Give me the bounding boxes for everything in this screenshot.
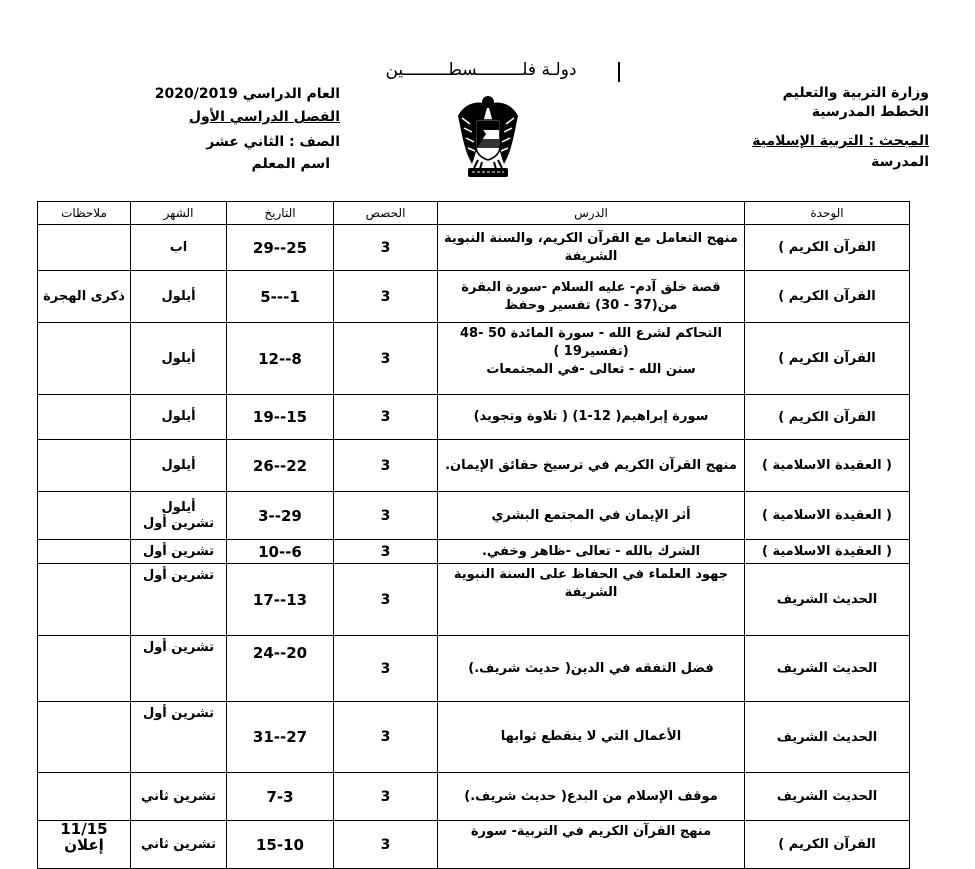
periods-cell: 3: [334, 271, 438, 323]
lesson-cell: أثر الإيمان في المجتمع البشري: [438, 492, 745, 540]
notes-cell: ذكرى الهجرة: [38, 271, 131, 323]
unit-cell: القرآن الكريم ): [745, 821, 910, 869]
lesson-cell: منهج القرآن الكريم في ترسيخ حقائق الإيمان.: [438, 440, 745, 492]
unit-cell: ( العقيدة الاسلامية ): [745, 492, 910, 540]
unit-cell: القرآن الكريم ): [745, 323, 910, 395]
periods-cell: 3: [334, 564, 438, 636]
periods-cell: 3: [334, 225, 438, 271]
date-cell: 31--27: [227, 702, 334, 773]
lesson-cell: سورة إبراهيم( 12-1) ( تلاوة وتجويد): [438, 395, 745, 440]
country-text: دولـة فلـــــــــسطـــــــــين: [385, 60, 577, 80]
table-row: [38, 702, 910, 773]
month-cell: اب: [131, 225, 227, 271]
notes-cell: [38, 773, 131, 821]
table-row: [38, 540, 910, 564]
notes-cell: [38, 492, 131, 540]
notes-cell: [38, 821, 131, 869]
table-row: [38, 564, 910, 636]
date-cell: 5---1: [227, 271, 334, 323]
unit-cell: الحديث الشريف: [745, 636, 910, 702]
month-cell: أيلول: [131, 440, 227, 492]
subject-label: المبحث : التربية الإسلامية: [752, 133, 929, 149]
date-cell: 26--22: [227, 440, 334, 492]
header-notes: ملاحظات: [38, 202, 131, 225]
notes-cell: [38, 636, 131, 702]
header-periods: الحصص: [334, 202, 438, 225]
title-bar-mark: [618, 62, 620, 82]
lesson-line: (تفسير19 ): [553, 344, 629, 359]
table-row: [38, 395, 910, 440]
notes-line: إعلان: [64, 836, 104, 854]
periods-cell: 3: [334, 492, 438, 540]
header-lesson: الدرس: [438, 202, 745, 225]
table-row: [38, 773, 910, 821]
month-cell: [131, 492, 227, 540]
date-cell: 10--6: [227, 540, 334, 564]
unit-cell: القرآن الكريم ): [745, 395, 910, 440]
header-date: التاريخ: [227, 202, 334, 225]
header-unit: الوحدة: [745, 202, 910, 225]
month-cell: تشرين ثاني: [131, 821, 227, 869]
unit-cell: القرآن الكريم ): [745, 271, 910, 323]
periods-cell: 3: [334, 702, 438, 773]
year-label: العام الدراسي 2020/2019: [154, 86, 340, 102]
unit-cell: الحديث الشريف: [745, 702, 910, 773]
notes-cell: [38, 702, 131, 773]
month-cell: تشرين ثاني: [131, 773, 227, 821]
notes-cell: [38, 225, 131, 271]
month-line: أيلول: [161, 499, 196, 515]
periods-cell: 3: [334, 440, 438, 492]
periods-cell: 3: [334, 323, 438, 395]
lesson-cell: فضل التفقه في الدين( حديث شريف.): [438, 636, 745, 702]
notes-cell: [38, 440, 131, 492]
periods-cell: 3: [334, 395, 438, 440]
lesson-line: التحاكم لشرع الله - سورة المائدة 50 -48: [459, 326, 722, 341]
table-row: [38, 225, 910, 271]
lesson-cell: الشرك بالله - تعالى -ظاهر وخفي.: [438, 540, 745, 564]
lesson-cell: قصة خلق آدم- عليه السلام -سورة البقرة من(37 - 30) تفسير وحفظ: [438, 271, 745, 323]
month-cell: تشرين أول: [131, 564, 227, 636]
lesson-cell: الأعمال التي لا ينقطع ثوابها: [438, 702, 745, 773]
notes-cell: [38, 540, 131, 564]
notes-cell: [38, 323, 131, 395]
month-cell: تشرين أول: [131, 540, 227, 564]
month-cell: تشرين أول: [131, 702, 227, 773]
periods-cell: 3: [334, 636, 438, 702]
date-cell: 7-3: [227, 773, 334, 821]
table-row: [38, 440, 910, 492]
teacher-label: اسم المعلم: [251, 156, 330, 172]
dept-label: الخطط المدرسية: [811, 104, 929, 120]
term-label: الفصل الدراسي الأول: [188, 109, 340, 125]
table-row: [38, 821, 910, 869]
periods-cell: 3: [334, 821, 438, 869]
notes-line: 11/15: [60, 820, 108, 838]
month-cell: أيلول: [131, 395, 227, 440]
unit-cell: الحديث الشريف: [745, 773, 910, 821]
unit-cell: الحديث الشريف: [745, 564, 910, 636]
grade-label: الصف : الثاني عشر: [206, 134, 340, 150]
lesson-cell: منهج التعامل مع القرآن الكريم، والسنة النبوية الشريفة: [438, 225, 745, 271]
notes-cell: [38, 395, 131, 440]
table-row: [38, 323, 910, 395]
month-cell: تشرين أول: [131, 636, 227, 702]
lesson-line: سنن الله - تعالى -في المجتمعات: [486, 362, 696, 377]
lesson-cell: جهود العلماء في الحفاظ على السنة النبوية الشريفة: [438, 564, 745, 636]
date-cell: 17--13: [227, 564, 334, 636]
periods-cell: 3: [334, 773, 438, 821]
country-title: [336, 60, 626, 80]
date-cell: 15-10: [227, 821, 334, 869]
unit-cell: القرآن الكريم ): [745, 225, 910, 271]
palestine-eagle-emblem-icon: [456, 94, 520, 180]
table-row: [38, 271, 910, 323]
month-line: تشرين أول: [142, 515, 215, 531]
unit-cell: ( العقيدة الاسلامية ): [745, 440, 910, 492]
lesson-plan-table: [37, 201, 910, 869]
table-row: [38, 636, 910, 702]
lesson-cell: منهج القرآن الكريم في التربية- سورة: [438, 821, 745, 869]
school-label: المدرسة: [871, 154, 929, 170]
month-cell: أيلول: [131, 271, 227, 323]
date-cell: 3--29: [227, 492, 334, 540]
header-month: الشهر: [131, 202, 227, 225]
lesson-cell: [438, 323, 745, 395]
date-cell: 29--25: [227, 225, 334, 271]
ministry-label: وزارة التربية والتعليم: [782, 85, 929, 101]
unit-cell: ( العقيدة الاسلامية ): [745, 540, 910, 564]
periods-cell: 3: [334, 540, 438, 564]
table-header-row: [38, 202, 910, 225]
table-row: [38, 492, 910, 540]
date-cell: 19--15: [227, 395, 334, 440]
month-cell: أيلول: [131, 323, 227, 395]
notes-cell: [38, 564, 131, 636]
lesson-cell: موقف الإسلام من البدع( حديث شريف.): [438, 773, 745, 821]
date-cell: 12--8: [227, 323, 334, 395]
date-cell: 24--20: [227, 636, 334, 702]
